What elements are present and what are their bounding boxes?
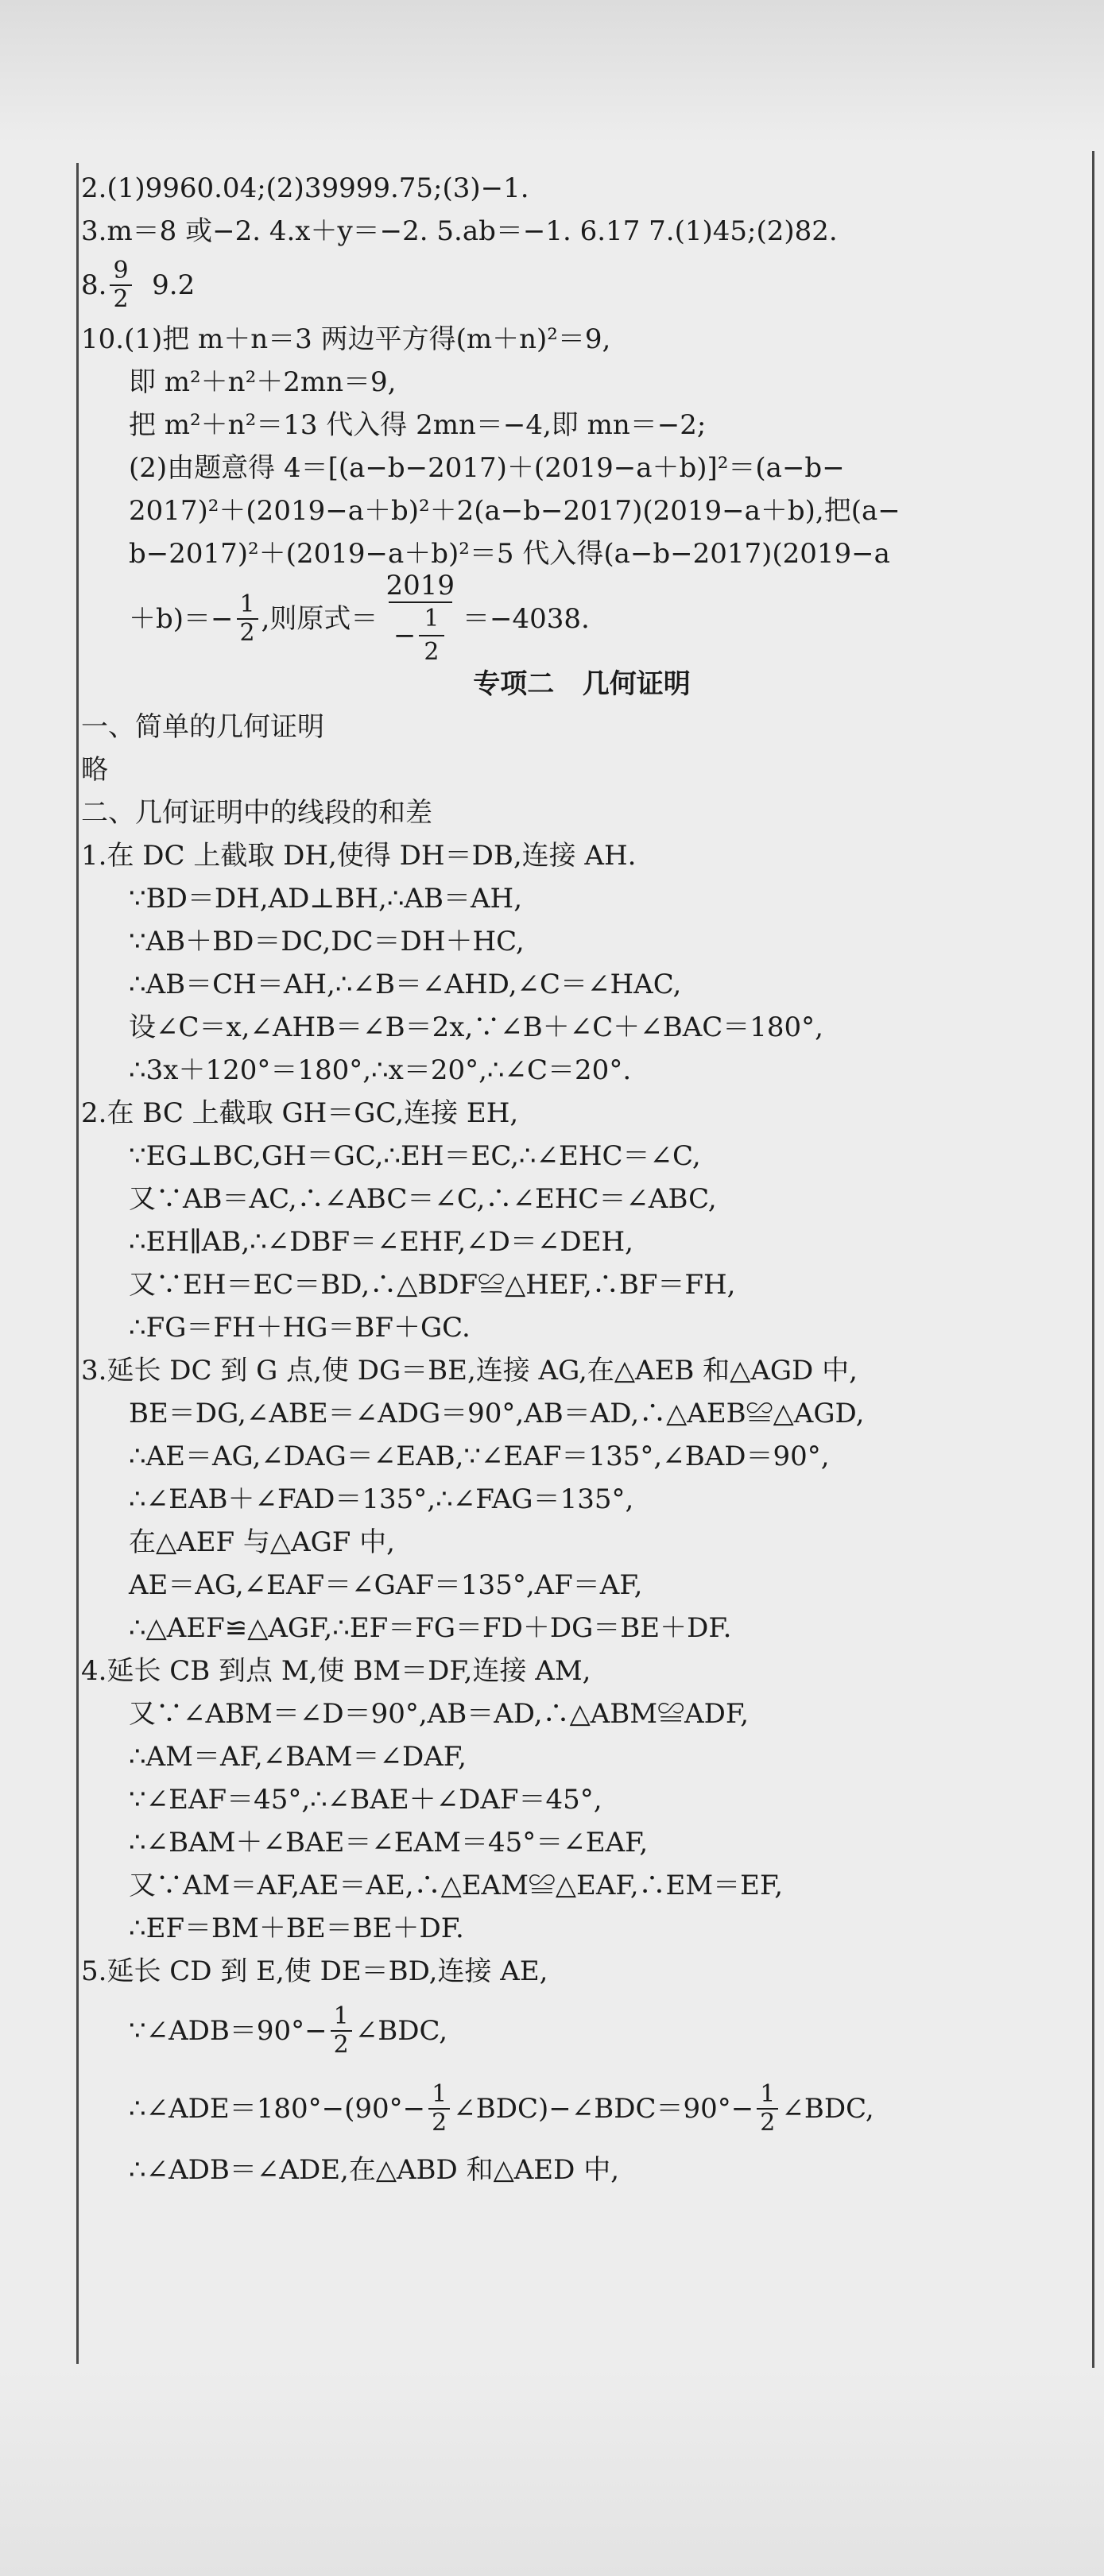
fraction-denominator: 2 <box>419 635 444 668</box>
proof-line: 又∵EH＝EC＝BD,∴△BDF≌△HEF,∴BF＝FH, <box>129 1269 736 1301</box>
section-heading: 一、简单的几何证明 <box>81 711 324 743</box>
answer-line: (2)由题意得 4＝[(a−b−2017)＋(2019−a＋b)]²＝(a−b− <box>129 452 845 484</box>
proof-line: ∴AE＝AG,∠DAG＝∠EAB,∵∠EAF＝135°,∠BAD＝90°, <box>129 1441 830 1472</box>
fraction-denominator: 2 <box>237 618 258 647</box>
fraction-numerator: 1 <box>432 2080 447 2108</box>
fraction-denominator: 2 <box>331 2030 352 2059</box>
fraction <box>428 2081 450 2137</box>
fraction-denominator: 2 <box>757 2108 778 2137</box>
answer-line: 略 <box>81 754 108 786</box>
answer-text: 9.2 <box>134 269 196 301</box>
proof-line: 3.延长 DC 到 G 点,使 DG＝BE,连接 AG,在△AEB 和△AGD 中, <box>81 1355 858 1387</box>
fraction-numerator: 2019 <box>385 570 455 601</box>
answer-text: ＋b)＝− <box>129 603 234 635</box>
proof-line: ∴3x＋120°＝180°,∴x＝20°,∴∠C＝20°. <box>129 1054 632 1086</box>
answer-line-fraction <box>49 570 1083 666</box>
proof-line: ∵EG⊥BC,GH＝GC,∴EH＝EC,∴∠EHC＝∠C, <box>129 1140 701 1172</box>
proof-text: ∴∠ADE＝180°−(90°− <box>129 2093 426 2125</box>
proof-line: 又∵AB＝AC,∴∠ABC＝∠C,∴∠EHC＝∠ABC, <box>129 1183 717 1215</box>
proof-line: ∴FG＝FH＋HG＝BF＋GC. <box>129 1312 471 1344</box>
fraction-numerator: 9 <box>113 257 129 284</box>
proof-line-fraction <box>49 1993 1083 2069</box>
proof-line-fraction <box>49 2069 1083 2149</box>
fraction <box>331 2003 352 2059</box>
proof-line: AE＝AG,∠EAF＝∠GAF＝135°,AF＝AF, <box>129 1569 643 1601</box>
section-heading: 二、几何证明中的线段的和差 <box>81 797 432 829</box>
proof-line: ∴EF＝BM＋BE＝BE＋DF. <box>129 1913 464 1944</box>
answer-line: 即 m²＋n²＋2mn＝9, <box>129 366 397 398</box>
fraction-numerator: 1 <box>333 2002 349 2030</box>
proof-line: ∴∠ADB＝∠ADE,在△ABD 和△AED 中, <box>129 2154 619 2186</box>
proof-line: ∵∠EAF＝45°,∴∠BAE＋∠DAF＝45°, <box>129 1784 602 1816</box>
right-margin-rule <box>1092 151 1094 2368</box>
proof-line: ∴∠EAB＋∠FAD＝135°,∴∠FAG＝135°, <box>129 1483 634 1515</box>
proof-text: ∠BDC, <box>781 2093 874 2125</box>
compound-fraction <box>381 570 459 668</box>
proof-line: 1.在 DC 上截取 DH,使得 DH＝DB,连接 AH. <box>81 840 637 872</box>
scan-shade-bottom <box>0 2368 1104 2576</box>
proof-line: 又∵∠ABM＝∠D＝90°,AB＝AD,∴△ABM≌ADF, <box>129 1698 750 1730</box>
proof-line: ∴AM＝AF,∠BAM＝∠DAF, <box>129 1741 467 1773</box>
proof-text: ∠BDC)−∠BDC＝90°− <box>453 2093 754 2125</box>
answer-line: 把 m²＋n²＝13 代入得 2mn＝−4,即 mn＝−2; <box>129 409 707 441</box>
fraction-denominator: 2 <box>110 284 131 313</box>
proof-text: ∠BDC, <box>354 2015 448 2047</box>
answer-text: 8. <box>81 269 107 301</box>
answer-line: 3.m＝8 或−2. 4.x＋y＝−2. 5.ab＝−1. 6.17 7.(1)45;(2)82. <box>81 215 838 247</box>
fraction-numerator: 1 <box>239 590 255 618</box>
proof-line: 5.延长 CD 到 E,使 DE＝BD,连接 AE, <box>81 1955 548 1987</box>
fraction-numerator: 1 <box>760 2080 776 2108</box>
answer-line: 10.(1)把 m＋n＝3 两边平方得(m＋n)²＝9, <box>81 323 611 355</box>
answer-line: b−2017)²＋(2019−a＋b)²＝5 代入得(a−b−2017)(2019−a <box>129 538 890 570</box>
answer-text: ＝−4038. <box>462 603 590 635</box>
proof-line: ∴∠BAM＋∠BAE＝∠EAM＝45°＝∠EAF, <box>129 1827 649 1859</box>
fraction <box>237 591 258 647</box>
proof-line: 2.在 BC 上截取 GH＝GC,连接 EH, <box>81 1097 519 1129</box>
fraction <box>110 257 131 313</box>
fraction <box>757 2081 778 2137</box>
answer-line-fraction <box>49 253 1083 318</box>
answer-line: 2.(1)9960.04;(2)39999.75;(3)−1. <box>81 172 529 204</box>
proof-line: ∵AB＋BD＝DC,DC＝DH＋HC, <box>129 926 525 957</box>
proof-line: 又∵AM＝AF,AE＝AE,∴△EAM≌△EAF,∴EM＝EF, <box>129 1870 784 1901</box>
proof-line: 在△AEF 与△AGF 中, <box>129 1526 395 1558</box>
proof-line: 设∠C＝x,∠AHB＝∠B＝2x,∵∠B＋∠C＋∠BAC＝180°, <box>129 1011 823 1043</box>
proof-line: 4.延长 CB 到点 M,使 BM＝DF,连接 AM, <box>81 1655 591 1687</box>
minus-sign: − <box>393 620 416 652</box>
answer-text: ,则原式＝ <box>261 603 378 635</box>
proof-line: BE＝DG,∠ABE＝∠ADG＝90°,AB＝AD,∴△AEB≌△AGD, <box>129 1398 865 1429</box>
section-title: 专项二 几何证明 <box>473 668 691 700</box>
answer-line: 2017)²＋(2019−a＋b)²＋2(a−b−2017)(2019−a＋b),把(a− <box>129 495 901 527</box>
proof-text: ∵∠ADB＝90°− <box>129 2015 327 2047</box>
fraction <box>419 603 444 668</box>
proof-line: ∵BD＝DH,AD⊥BH,∴AB＝AH, <box>129 883 523 915</box>
fraction-denominator <box>389 601 452 668</box>
proof-line: ∴EH∥AB,∴∠DBF＝∠EHF,∠D＝∠DEH, <box>129 1226 633 1258</box>
proof-line: ∴AB＝CH＝AH,∴∠B＝∠AHD,∠C＝∠HAC, <box>129 969 682 1000</box>
scan-shade-top <box>0 0 1104 143</box>
answer-page <box>49 167 1083 2191</box>
fraction-denominator: 2 <box>428 2108 450 2137</box>
fraction-numerator: 1 <box>424 605 440 632</box>
proof-line: ∴△AEF≌△AGF,∴EF＝FG＝FD＋DG＝BE＋DF. <box>129 1612 732 1644</box>
